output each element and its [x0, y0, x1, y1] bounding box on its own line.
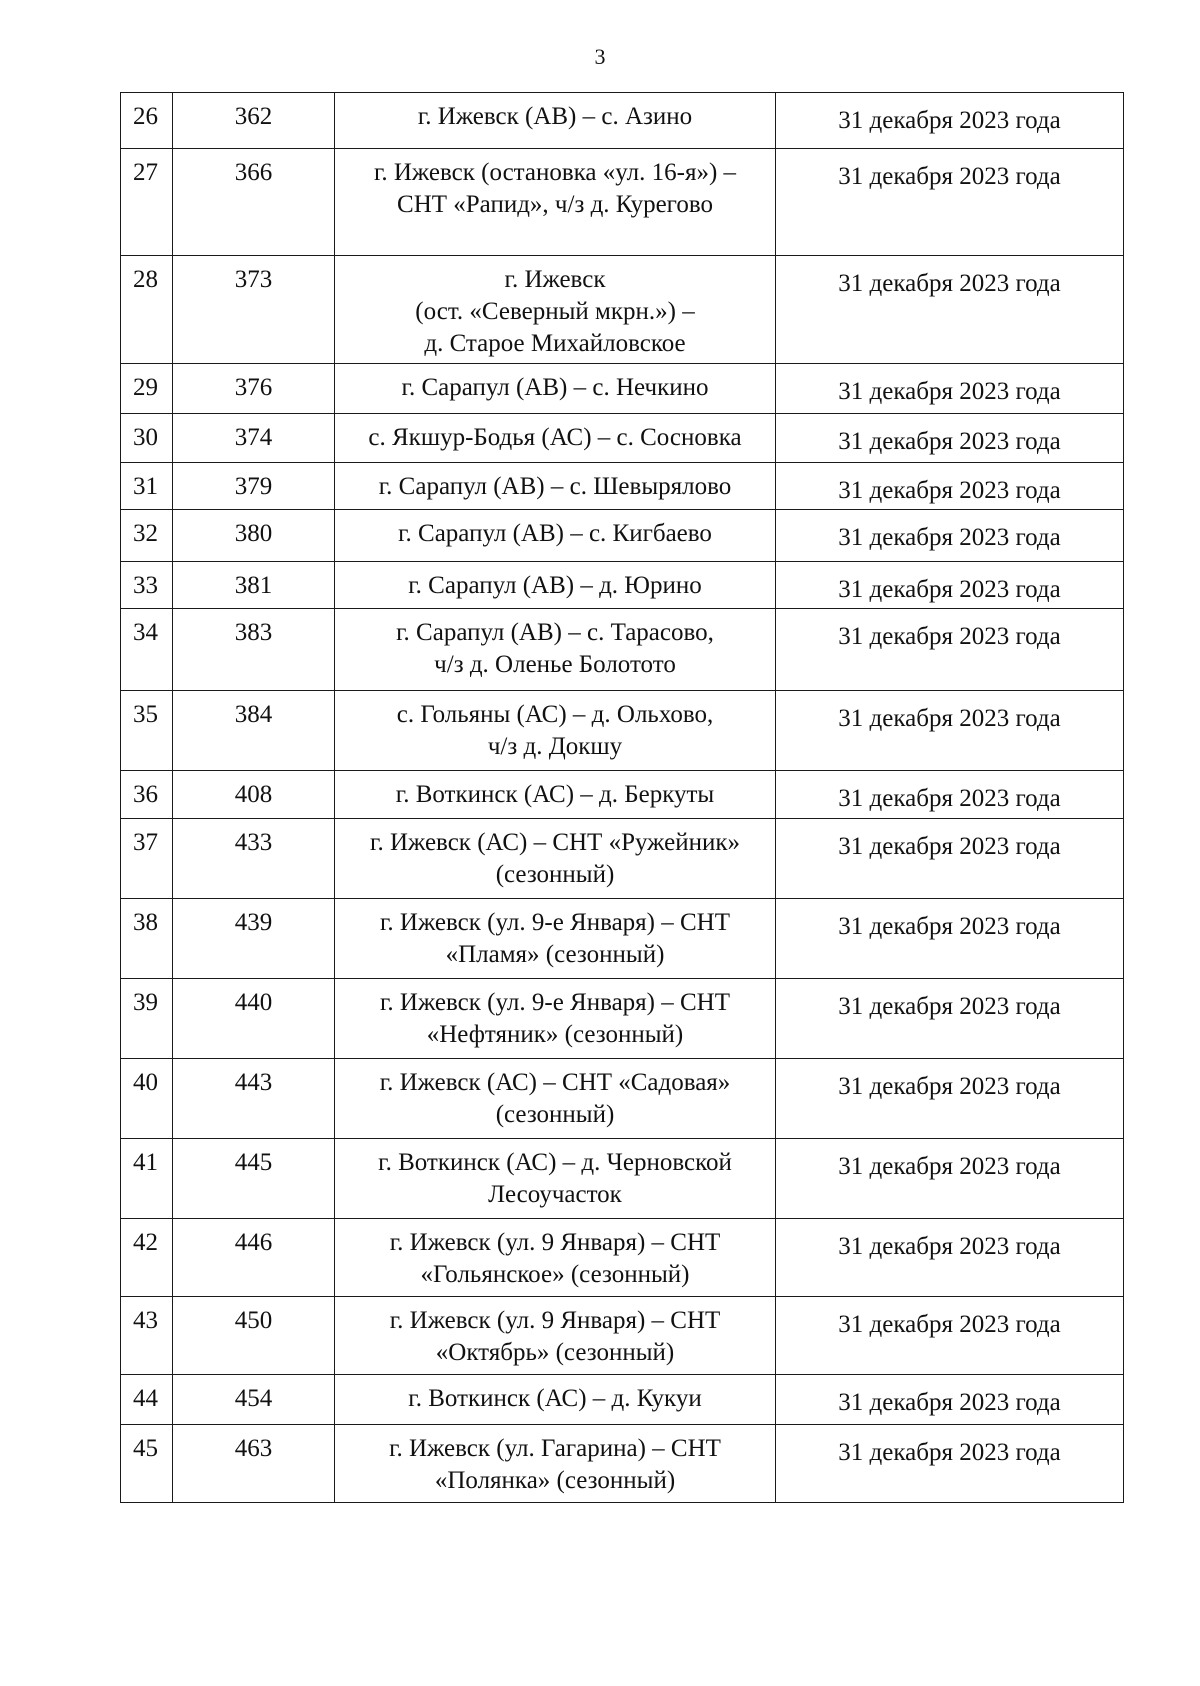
- end-date-cell: 31 декабря 2023 года: [776, 1219, 1124, 1297]
- route-name-line: г. Ижевск (ул. Гагарина) – СНТ: [389, 1435, 721, 1462]
- route-name-cell: [335, 256, 776, 364]
- table-row: [121, 463, 1124, 510]
- route-name-cell: [335, 1059, 776, 1139]
- end-date-cell: 31 декабря 2023 года: [776, 771, 1124, 819]
- route-name-line: ч/з д. Оленье Болотото: [434, 651, 676, 678]
- table-row: [121, 771, 1124, 819]
- route-name-cell: [335, 899, 776, 979]
- route-name-line: г. Ижевск (АС) – СНТ «Ружейник»: [370, 829, 740, 856]
- row-number-cell: 35: [121, 691, 173, 771]
- route-name-line: г. Сарапул (АВ) – с. Кигбаево: [398, 520, 712, 547]
- row-number-cell: 43: [121, 1297, 173, 1375]
- table-row: [121, 609, 1124, 691]
- end-date-cell: 31 декабря 2023 года: [776, 256, 1124, 364]
- route-name-line: (ост. «Северный мкрн.») –: [415, 298, 695, 325]
- table-row: [121, 1059, 1124, 1139]
- route-number-cell: 450: [173, 1297, 335, 1375]
- route-name-cell: [335, 691, 776, 771]
- row-number-cell: 30: [121, 414, 173, 463]
- route-name-cell: [335, 364, 776, 414]
- table-row: [121, 979, 1124, 1059]
- route-name-line: г. Ижевск (ул. 9-е Января) – СНТ: [380, 909, 730, 936]
- row-number-cell: 44: [121, 1375, 173, 1425]
- table-row: [121, 510, 1124, 562]
- table-row: [121, 256, 1124, 364]
- route-number-cell: 454: [173, 1375, 335, 1425]
- route-name-cell: [335, 1425, 776, 1503]
- table-row: [121, 819, 1124, 899]
- route-name-cell: [335, 1139, 776, 1219]
- route-name-cell: [335, 562, 776, 609]
- route-name-line: г. Воткинск (АС) – д. Беркуты: [395, 781, 715, 808]
- route-name-line: г. Ижевск (АС) – СНТ «Садовая»: [379, 1069, 731, 1096]
- route-name-line: г. Ижевск (АВ) – с. Азино: [417, 103, 693, 130]
- table-row: [121, 1139, 1124, 1219]
- route-name-cell: [335, 93, 776, 149]
- route-name-line: «Гольянское» (сезонный): [420, 1261, 690, 1288]
- end-date-cell: 31 декабря 2023 года: [776, 463, 1124, 510]
- row-number-cell: 42: [121, 1219, 173, 1297]
- route-name-line: г. Ижевск (ул. 9 Января) – СНТ: [389, 1229, 721, 1256]
- row-number-cell: 28: [121, 256, 173, 364]
- route-name-cell: [335, 510, 776, 562]
- page-number: 3: [594, 44, 606, 69]
- end-date-cell: 31 декабря 2023 года: [776, 691, 1124, 771]
- route-name-line: г. Воткинск (АС) – д. Черновской: [378, 1149, 732, 1176]
- route-number-cell: 445: [173, 1139, 335, 1219]
- route-number-cell: 440: [173, 979, 335, 1059]
- route-name-line: г. Сарапул (АВ) – с. Нечкино: [401, 374, 709, 401]
- row-number-cell: 37: [121, 819, 173, 899]
- route-number-cell: 374: [173, 414, 335, 463]
- route-name-line: г. Ижевск (ул. 9-е Января) – СНТ: [380, 989, 730, 1016]
- end-date-cell: 31 декабря 2023 года: [776, 414, 1124, 463]
- end-date-cell: 31 декабря 2023 года: [776, 364, 1124, 414]
- route-number-cell: 383: [173, 609, 335, 691]
- row-number-cell: 26: [121, 93, 173, 149]
- route-number-cell: 366: [173, 149, 335, 256]
- end-date-cell: 31 декабря 2023 года: [776, 149, 1124, 256]
- end-date-cell: 31 декабря 2023 года: [776, 1059, 1124, 1139]
- table-row: [121, 149, 1124, 256]
- route-name-line: г. Сарапул (АВ) – с. Шевырялово: [378, 473, 732, 500]
- table-row: [121, 1297, 1124, 1375]
- table-row: [121, 414, 1124, 463]
- route-number-cell: 433: [173, 819, 335, 899]
- route-name-line: «Октябрь» (сезонный): [435, 1339, 675, 1366]
- table-row: [121, 93, 1124, 149]
- route-name-line: г. Сарапул (АВ) – д. Юрино: [408, 572, 702, 599]
- row-number-cell: 41: [121, 1139, 173, 1219]
- route-name-line: (сезонный): [495, 861, 615, 888]
- route-name-line: г. Ижевск (остановка «ул. 16-я») –: [373, 159, 737, 186]
- route-name-line: ч/з д. Докшу: [487, 733, 623, 760]
- route-name-line: Лесоучасток: [488, 1181, 622, 1208]
- route-name-line: (сезонный): [495, 1101, 615, 1128]
- table-row: [121, 1425, 1124, 1503]
- route-name-line: «Нефтяник» (сезонный): [426, 1021, 684, 1048]
- table-row: [121, 1219, 1124, 1297]
- row-number-cell: 39: [121, 979, 173, 1059]
- route-name-cell: [335, 1297, 776, 1375]
- route-number-cell: 384: [173, 691, 335, 771]
- route-name-cell: [335, 463, 776, 510]
- row-number-cell: 32: [121, 510, 173, 562]
- row-number-cell: 29: [121, 364, 173, 414]
- end-date-cell: 31 декабря 2023 года: [776, 1139, 1124, 1219]
- route-name-line: д. Старое Михайловское: [424, 330, 686, 357]
- end-date-cell: 31 декабря 2023 года: [776, 1425, 1124, 1503]
- end-date-cell: 31 декабря 2023 года: [776, 93, 1124, 149]
- route-name-line: «Пламя» (сезонный): [445, 941, 665, 968]
- row-number-cell: 31: [121, 463, 173, 510]
- route-name-cell: [335, 414, 776, 463]
- end-date-cell: 31 декабря 2023 года: [776, 609, 1124, 691]
- route-name-line: СНТ «Рапид», ч/з д. Курегово: [397, 191, 713, 218]
- route-number-cell: 376: [173, 364, 335, 414]
- route-name-cell: [335, 1375, 776, 1425]
- route-number-cell: 408: [173, 771, 335, 819]
- table-row: [121, 562, 1124, 609]
- row-number-cell: 40: [121, 1059, 173, 1139]
- route-name-cell: [335, 819, 776, 899]
- route-number-cell: 373: [173, 256, 335, 364]
- route-name-line: «Полянка» (сезонный): [434, 1467, 676, 1494]
- route-number-cell: 380: [173, 510, 335, 562]
- end-date-cell: 31 декабря 2023 года: [776, 1375, 1124, 1425]
- row-number-cell: 34: [121, 609, 173, 691]
- route-name-line: с. Якшур-Бодья (АС) – с. Сосновка: [368, 424, 742, 451]
- row-number-cell: 45: [121, 1425, 173, 1503]
- end-date-cell: 31 декабря 2023 года: [776, 562, 1124, 609]
- route-name-line: с. Гольяны (АС) – д. Ольхово,: [396, 701, 714, 728]
- table-row: [121, 899, 1124, 979]
- route-name-cell: [335, 149, 776, 256]
- end-date-cell: 31 декабря 2023 года: [776, 510, 1124, 562]
- route-name-line: г. Сарапул (АВ) – с. Тарасово,: [396, 619, 714, 646]
- table-row: [121, 1375, 1124, 1425]
- routes-table-body: [121, 93, 1124, 1503]
- route-number-cell: 379: [173, 463, 335, 510]
- routes-table: [120, 92, 1124, 1503]
- route-name-cell: [335, 979, 776, 1059]
- route-number-cell: 463: [173, 1425, 335, 1503]
- route-name-line: г. Ижевск: [504, 266, 606, 293]
- row-number-cell: 38: [121, 899, 173, 979]
- row-number-cell: 27: [121, 149, 173, 256]
- route-name-cell: [335, 609, 776, 691]
- table-row: [121, 364, 1124, 414]
- route-number-cell: 362: [173, 93, 335, 149]
- route-number-cell: 446: [173, 1219, 335, 1297]
- route-name-cell: [335, 1219, 776, 1297]
- row-number-cell: 36: [121, 771, 173, 819]
- route-name-cell: [335, 771, 776, 819]
- route-number-cell: 439: [173, 899, 335, 979]
- end-date-cell: 31 декабря 2023 года: [776, 979, 1124, 1059]
- route-name-line: г. Воткинск (АС) – д. Кукуи: [408, 1385, 702, 1412]
- route-number-cell: 381: [173, 562, 335, 609]
- row-number-cell: 33: [121, 562, 173, 609]
- table-row: [121, 691, 1124, 771]
- route-name-line: г. Ижевск (ул. 9 Января) – СНТ: [389, 1307, 721, 1334]
- end-date-cell: 31 декабря 2023 года: [776, 899, 1124, 979]
- end-date-cell: 31 декабря 2023 года: [776, 1297, 1124, 1375]
- route-number-cell: 443: [173, 1059, 335, 1139]
- end-date-cell: 31 декабря 2023 года: [776, 819, 1124, 899]
